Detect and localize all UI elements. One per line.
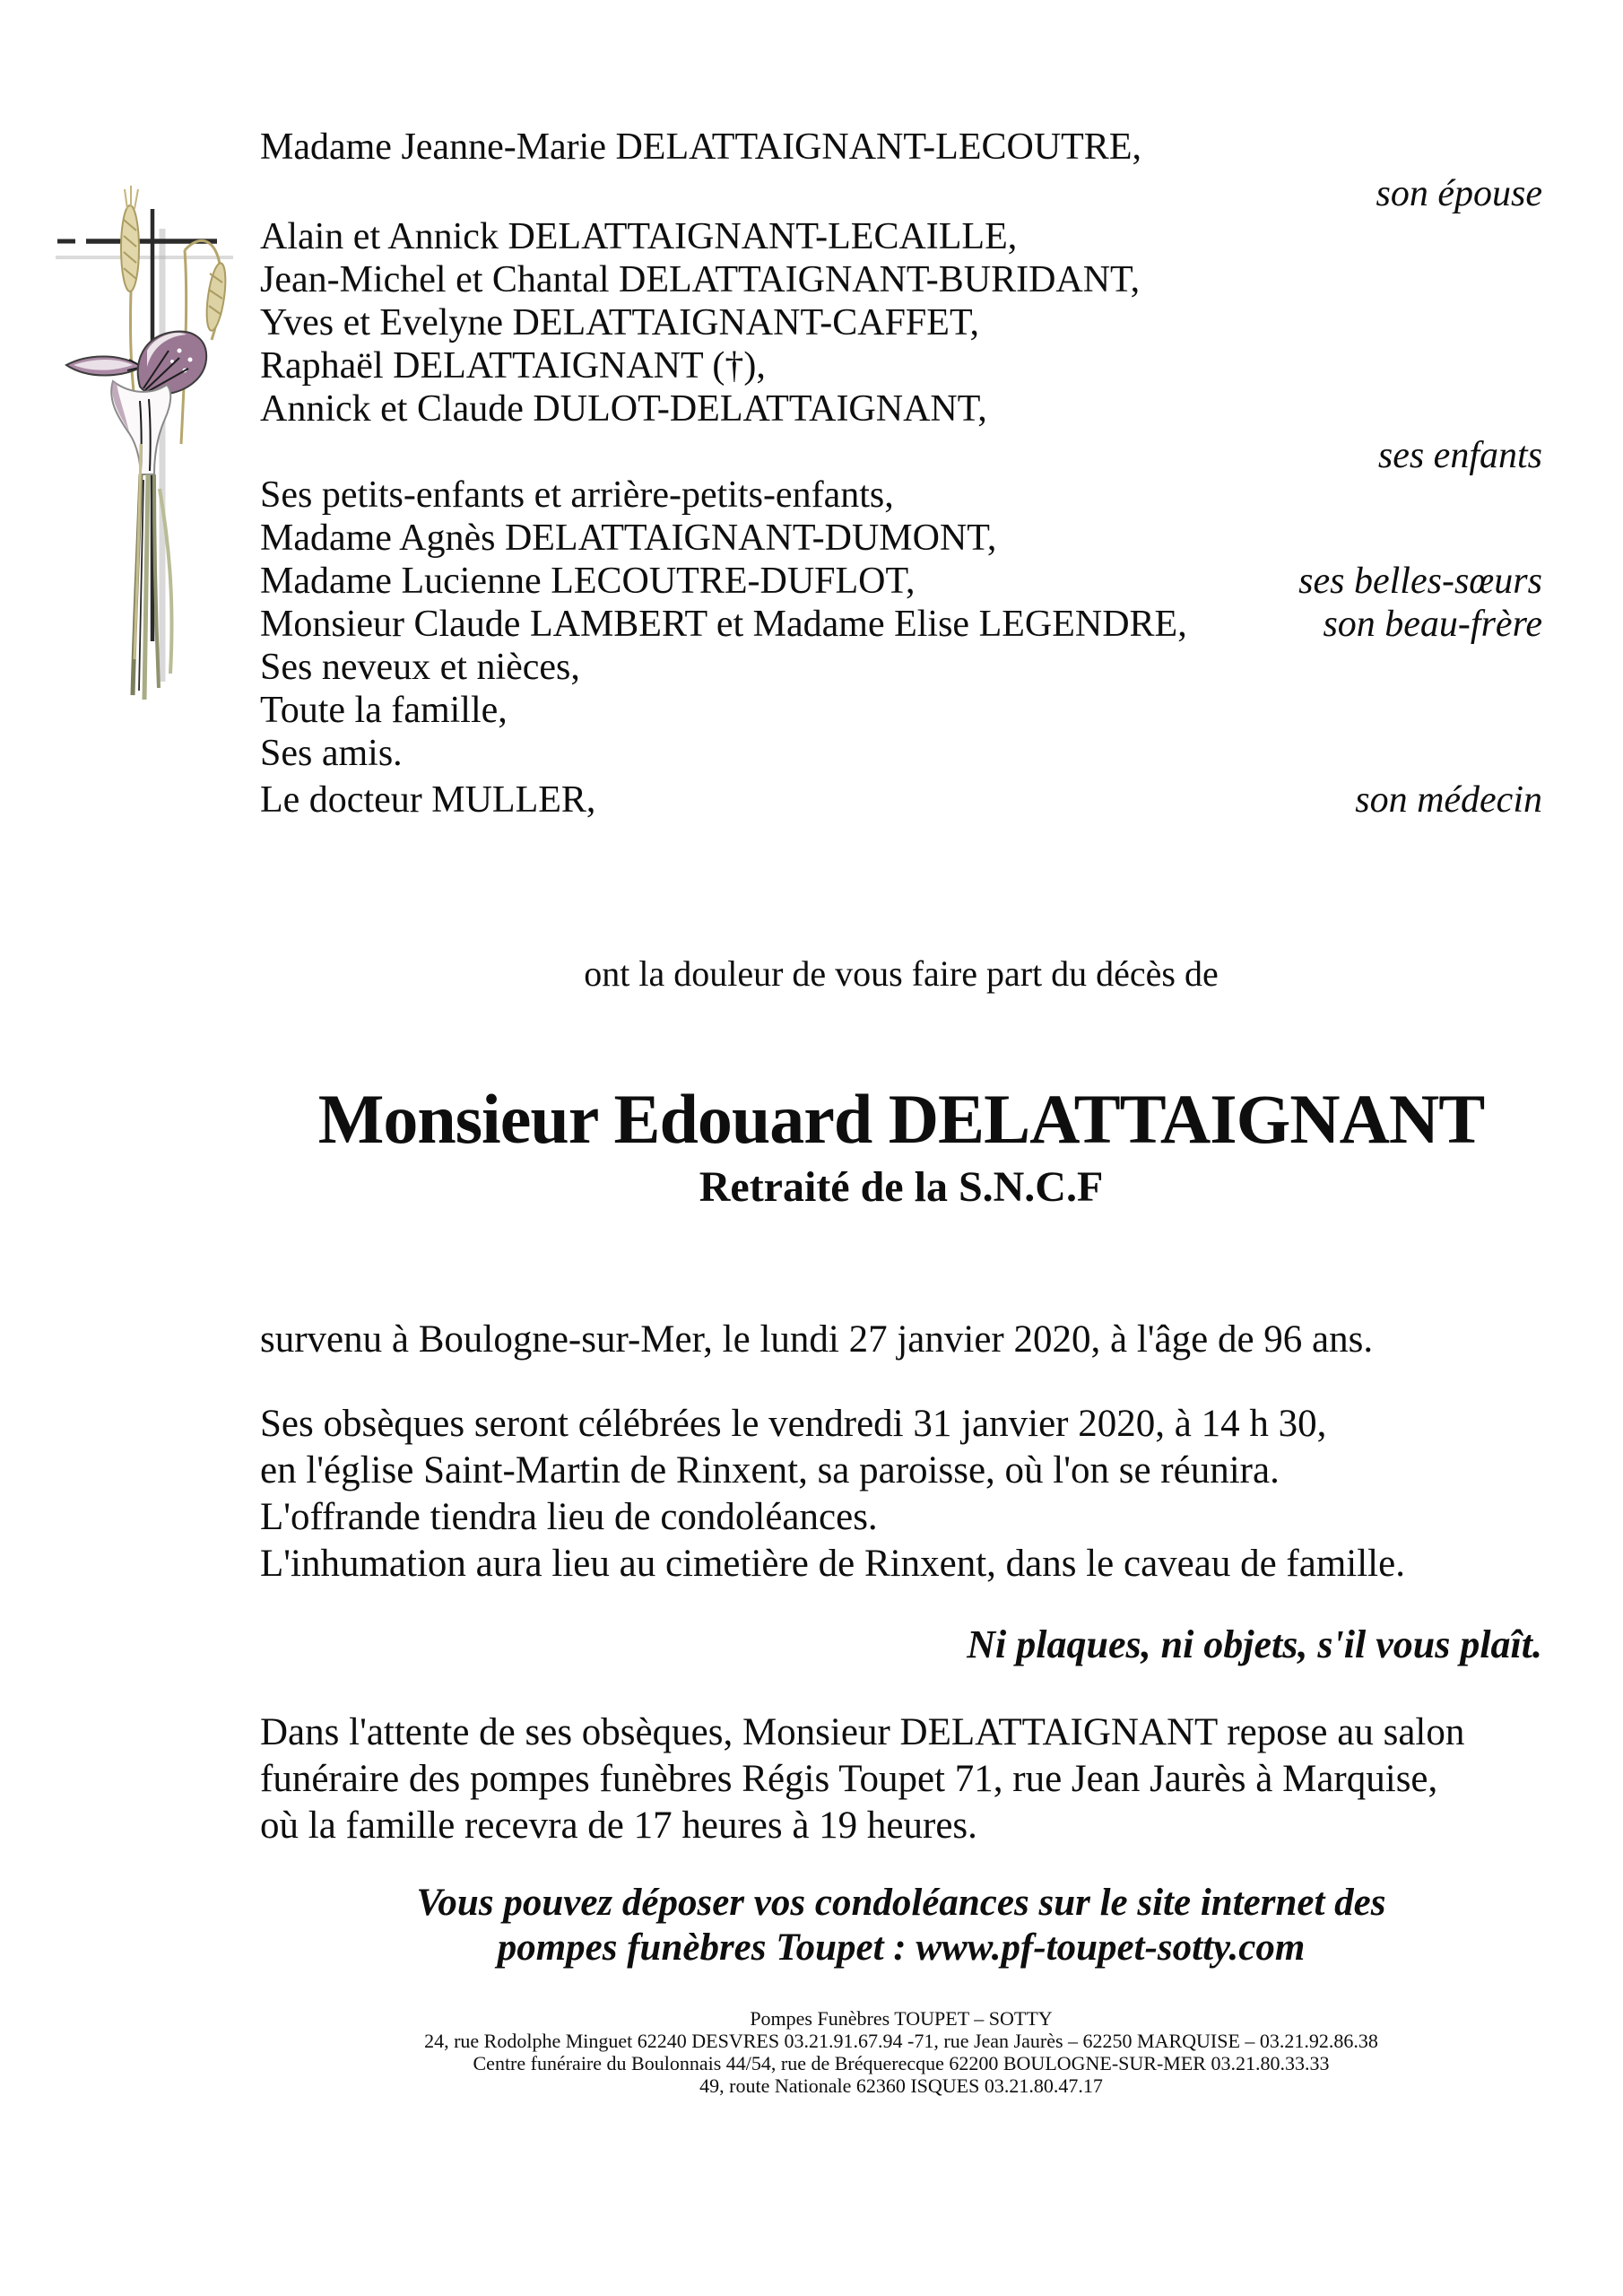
funeral-home-name: Pompes Funèbres TOUPET – SOTTY <box>750 2007 1053 2030</box>
family-row <box>260 258 1542 301</box>
family-row <box>260 560 1542 603</box>
cross-and-lilies-icon <box>54 175 251 713</box>
announcement-intro: ont la douleur de vous faire part du décès de <box>584 953 1219 994</box>
family-name: Raphaël DELATTAIGNANT (†), <box>260 345 766 387</box>
deceased-title: Retraité de la S.N.C.F <box>699 1163 1104 1211</box>
relationship-label: son épouse <box>1376 173 1542 214</box>
family-row <box>260 126 1542 169</box>
deceased-name: Monsieur Edouard DELATTAIGNANT <box>317 1080 1485 1158</box>
repose-line: funéraire des pompes funèbres Régis Toupet 71, rue Jean Jaurès à Marquise, <box>260 1758 1438 1800</box>
relationship-label: ses enfants <box>1377 435 1542 476</box>
relationship-label: ses belles-sœurs <box>1298 561 1542 602</box>
family-row <box>260 646 1542 689</box>
funeral-home-address: 49, route Nationale 62360 ISQUES 03.21.80.47.17 <box>699 2074 1103 2097</box>
family-row <box>260 517 1542 560</box>
family-row <box>260 344 1542 387</box>
funeral-line: en l'église Saint-Martin de Rinxent, sa paroisse, où l'on se réunira. <box>260 1449 1280 1492</box>
family-name: Toute la famille, <box>260 690 508 731</box>
funeral-line: L'offrande tiendra lieu de condoléances. <box>260 1496 878 1538</box>
family-row <box>260 387 1542 430</box>
family-name: Madame Jeanne-Marie DELATTAIGNANT-LECOUTRE, <box>260 126 1141 168</box>
family-row <box>260 778 1542 822</box>
no-plaques-request: Ni plaques, ni objets, s'il vous plaît. <box>967 1622 1542 1666</box>
family-name: Madame Lucienne LECOUTRE-DUFLOT, <box>260 561 916 602</box>
funeral-home-address: 24, rue Rodolphe Minguet 62240 DESVRES 03.21.91.67.94 -71, rue Jean Jaurès – 62250 MARQUISE – 03.21.92.86.38 <box>424 2030 1378 2052</box>
family-name: Ses neveux et nièces, <box>260 647 580 688</box>
repose-line: Dans l'attente de ses obsèques, Monsieur DELATTAIGNANT repose au salon <box>260 1711 1465 1753</box>
family-name: Jean-Michel et Chantal DELATTAIGNANT-BURIDANT, <box>260 259 1141 300</box>
repose-line: où la famille recevra de 17 heures à 19 heures. <box>260 1805 977 1847</box>
condolences-line: Vous pouvez déposer vos condoléances sur le site internet des <box>416 1882 1386 1924</box>
family-row <box>260 215 1542 258</box>
relationship-label: son médecin <box>1355 779 1542 821</box>
family-name: Le docteur MULLER, <box>260 779 596 821</box>
relationship-label: son beau-frère <box>1323 604 1542 645</box>
family-row <box>260 474 1542 517</box>
family-name: Ses petits-enfants et arrière-petits-enfants, <box>260 474 894 516</box>
family-name: Annick et Claude DULOT-DELATTAIGNANT, <box>260 388 987 430</box>
family-row <box>260 732 1542 775</box>
funeral-line: L'inhumation aura lieu au cimetière de Rinxent, dans le caveau de famille. <box>260 1543 1405 1585</box>
family-name: Alain et Annick DELATTAIGNANT-LECAILLE, <box>260 216 1018 257</box>
family-row <box>260 689 1542 732</box>
family-name: Madame Agnès DELATTAIGNANT-DUMONT, <box>260 517 997 559</box>
family-row <box>260 603 1542 646</box>
family-row <box>260 301 1542 344</box>
funeral-line: Ses obsèques seront célébrées le vendredi 31 janvier 2020, à 14 h 30, <box>260 1403 1327 1445</box>
condolences-website-line: pompes funèbres Toupet : www.pf-toupet-sotty.com <box>497 1926 1306 1969</box>
death-details-line: survenu à Boulogne-sur-Mer, le lundi 27 janvier 2020, à l'âge de 96 ans. <box>260 1318 1374 1361</box>
family-name: Ses amis. <box>260 733 403 774</box>
family-name: Monsieur Claude LAMBERT et Madame Elise LEGENDRE, <box>260 604 1187 645</box>
family-name: Yves et Evelyne DELATTAIGNANT-CAFFET, <box>260 302 979 344</box>
funeral-home-address: Centre funéraire du Boulonnais 44/54, rue de Bréquerecque 62200 BOULOGNE-SUR-MER 03.21.80.33.33 <box>473 2052 1330 2074</box>
